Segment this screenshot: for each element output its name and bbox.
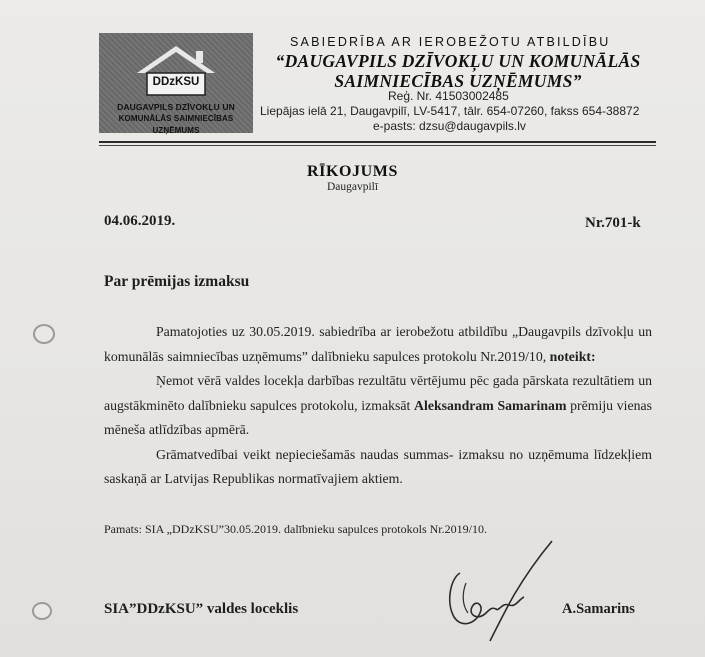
document-title: RĪKOJUMS [306, 163, 399, 180]
paragraph-text: Grāmatvedībai veikt nepieciešamās naudas summas- izmaksu no uzņēmuma līdzekļiem saskaņā ar Latvijas Republikas normatīvajiem aktiem. [104, 446, 652, 486]
logo-badge-text: DDzKSU [152, 76, 200, 88]
email: e-pasts: dzsu@daugavpils.lv [373, 119, 526, 133]
logo-caption-line1: DAUGAVPILS DZĪVOKĻU UN [117, 102, 235, 112]
paragraph-decision [104, 369, 652, 443]
header-divider [99, 141, 656, 143]
punch-hole [32, 602, 52, 620]
paragraph-accounting [104, 443, 652, 492]
header-divider-thin [99, 145, 656, 146]
signatory-role: SIA”DDzKSU” valdes loceklis [104, 601, 299, 617]
paragraph-text: Ņemot vērā valdes locekļa darbības rezultātu vērtējumu pēc gada pārskata rezultātiem un augstākminēto dalībnieku sapulces protokolu, izmaksāt [104, 373, 652, 413]
punch-hole [33, 324, 55, 344]
paragraph-text: Pamatojoties uz 30.05.2019. sabiedrība ar ierobežotu atbildību „Daugavpils dzīvokļu un komunālās saimniecības uzņēmums” dalībnieku sapulces protokolu Nr.2019/10, [104, 324, 652, 364]
document-number: Nr.701-k [585, 215, 641, 231]
document-subject: Par prēmijas izmaksu [104, 273, 250, 290]
company-logo [99, 33, 253, 133]
document-date: 04.06.2019. [104, 213, 176, 229]
recipient-name: Aleksandram Samarinam [414, 397, 567, 413]
org-type: SABIEDRĪBA AR IEROBEŽOTU ATBILDĪBU [290, 35, 611, 49]
paragraph-basis [104, 320, 652, 369]
paragraph-text: prēmiju vienas mēneša atlīdzības apmērā. [104, 397, 652, 437]
registration-number: Reģ. Nr. 41503002485 [388, 89, 509, 103]
document-basis: Pamats: SIA „DDzKSU”30.05.2019. dalībnieku sapulces protokols Nr.2019/10. [104, 522, 487, 536]
document-body [104, 320, 652, 492]
org-name [258, 51, 658, 91]
signatory-name: A.Samarins [562, 601, 635, 617]
address: Liepājas ielā 21, Daugavpilī, LV-5417, tālr. 654-07260, fakss 654-38872 [260, 104, 640, 118]
org-name-line2: SAIMNIECĪBAS UZŅĒMUMS” [334, 71, 582, 91]
paragraph-bold: noteikt: [549, 348, 596, 364]
document-city: Daugavpilī [326, 181, 379, 193]
org-name-line1: “DAUGAVPILS DZĪVOKĻU UN KOMUNĀLĀS [275, 51, 641, 71]
logo-caption-line2: KOMUNĀLĀS SAIMNIECĪBAS UZŅĒMUMS [118, 114, 234, 135]
signature-icon [432, 533, 562, 653]
